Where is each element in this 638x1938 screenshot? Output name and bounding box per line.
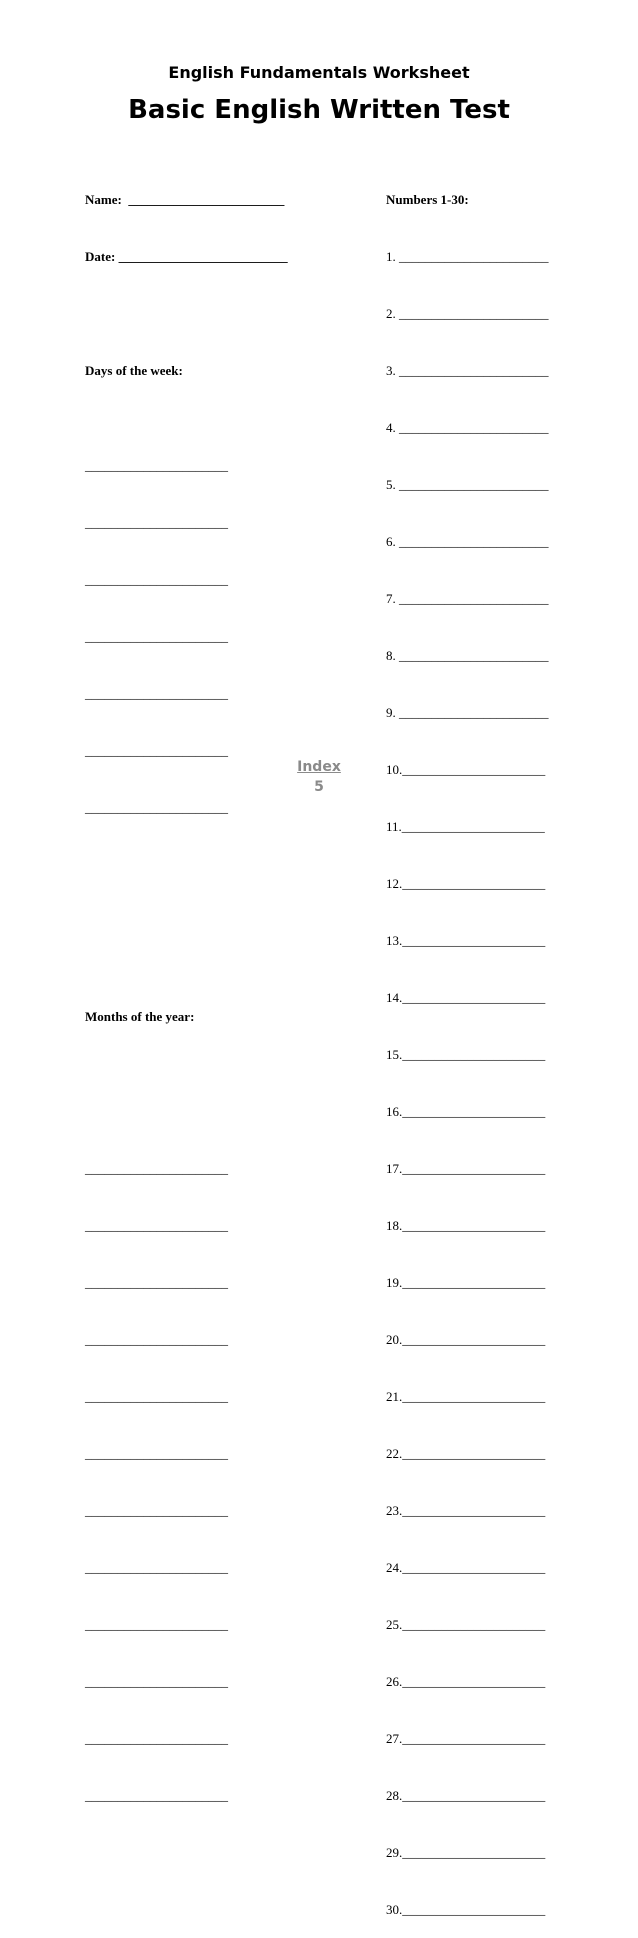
spacer — [85, 304, 288, 323]
day-answer-line[interactable]: ______________________ — [85, 572, 228, 587]
number-answer-line[interactable]: 20.______________________ — [386, 1332, 546, 1347]
page-number: 5 — [314, 779, 324, 795]
number-answer-line[interactable]: 5. _______________________ — [386, 477, 549, 492]
number-answer-line[interactable]: 26.______________________ — [386, 1674, 546, 1689]
index-link[interactable]: Index — [297, 759, 341, 775]
number-answer-line[interactable]: 6. _______________________ — [386, 534, 549, 549]
number-answer-line[interactable]: 3. _______________________ — [386, 363, 549, 378]
day-answer-line[interactable]: ______________________ — [85, 743, 228, 758]
month-answer-line[interactable]: ______________________ — [85, 1560, 228, 1575]
number-answer-line[interactable]: 8. _______________________ — [386, 648, 549, 663]
date-field[interactable]: Date: __________________________ — [85, 249, 288, 264]
month-answer-line[interactable]: ______________________ — [85, 1218, 228, 1233]
number-answer-line[interactable]: 15.______________________ — [386, 1047, 546, 1062]
number-answer-line[interactable]: 12.______________________ — [386, 876, 546, 891]
month-answer-line[interactable]: ______________________ — [85, 1332, 228, 1347]
months-list — [85, 1121, 288, 1843]
number-answer-line[interactable]: 30.______________________ — [386, 1902, 546, 1917]
number-answer-line[interactable]: 27.______________________ — [386, 1731, 546, 1746]
page-footer — [0, 757, 638, 797]
month-answer-line[interactable]: ______________________ — [85, 1731, 228, 1746]
month-answer-line[interactable]: ______________________ — [85, 1674, 228, 1689]
spacer — [85, 950, 288, 969]
numbers-heading: Numbers 1-30: — [386, 192, 469, 207]
month-answer-line[interactable]: ______________________ — [85, 1161, 228, 1176]
name-field[interactable]: Name: ________________________ — [85, 192, 285, 207]
number-answer-line[interactable]: 14.______________________ — [386, 990, 546, 1005]
right-column — [386, 152, 549, 1938]
number-answer-line[interactable]: 18.______________________ — [386, 1218, 546, 1233]
number-answer-line[interactable]: 13.______________________ — [386, 933, 546, 948]
number-answer-line[interactable]: 29.______________________ — [386, 1845, 546, 1860]
day-answer-line[interactable]: ______________________ — [85, 515, 228, 530]
day-answer-line[interactable]: ______________________ — [85, 686, 228, 701]
page-title: Basic English Written Test — [128, 95, 510, 125]
month-answer-line[interactable]: ______________________ — [85, 1389, 228, 1404]
number-answer-line[interactable]: 24.______________________ — [386, 1560, 546, 1575]
spacer — [85, 893, 288, 912]
days-heading: Days of the week: — [85, 363, 183, 378]
number-answer-line[interactable]: 17.______________________ — [386, 1161, 546, 1176]
number-answer-line[interactable]: 9. _______________________ — [386, 705, 549, 720]
number-answer-line[interactable]: 2. _______________________ — [386, 306, 549, 321]
number-answer-line[interactable]: 10.______________________ — [386, 762, 546, 777]
number-answer-line[interactable]: 1. _______________________ — [386, 249, 549, 264]
number-answer-line[interactable]: 28.______________________ — [386, 1788, 546, 1803]
months-heading: Months of the year: — [85, 1009, 195, 1024]
day-answer-line[interactable]: ______________________ — [85, 458, 228, 473]
number-answer-line[interactable]: 23.______________________ — [386, 1503, 546, 1518]
number-answer-line[interactable]: 19.______________________ — [386, 1275, 546, 1290]
left-column — [85, 152, 288, 1862]
month-answer-line[interactable]: ______________________ — [85, 1446, 228, 1461]
number-answer-line[interactable]: 11.______________________ — [386, 819, 545, 834]
number-answer-line[interactable]: 7. _______________________ — [386, 591, 549, 606]
number-answer-line[interactable]: 4. _______________________ — [386, 420, 549, 435]
spacer — [85, 1064, 288, 1083]
month-answer-line[interactable]: ______________________ — [85, 1503, 228, 1518]
number-answer-line[interactable]: 22.______________________ — [386, 1446, 546, 1461]
number-answer-line[interactable]: 21.______________________ — [386, 1389, 546, 1404]
day-answer-line[interactable]: ______________________ — [85, 800, 228, 815]
worksheet-subtitle: English Fundamentals Worksheet — [168, 63, 470, 82]
month-answer-line[interactable]: ______________________ — [85, 1275, 228, 1290]
month-answer-line[interactable]: ______________________ — [85, 1617, 228, 1632]
number-answer-line[interactable]: 25.______________________ — [386, 1617, 546, 1632]
month-answer-line[interactable]: ______________________ — [85, 1788, 228, 1803]
number-answer-line[interactable]: 16.______________________ — [386, 1104, 546, 1119]
day-answer-line[interactable]: ______________________ — [85, 629, 228, 644]
